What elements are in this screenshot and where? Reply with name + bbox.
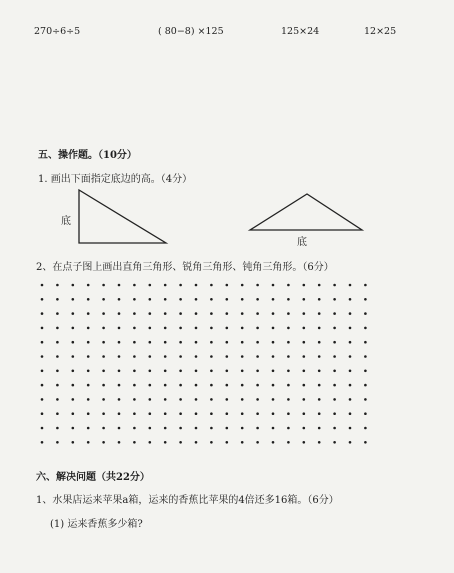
grid-dot[interactable] xyxy=(87,341,90,344)
section-5-question-1: 1. 画出下面指定底边的高。（4分） xyxy=(38,174,193,185)
grid-dot[interactable] xyxy=(72,384,75,387)
grid-dot[interactable] xyxy=(149,412,152,415)
grid-dot[interactable] xyxy=(149,370,152,373)
grid-dot[interactable] xyxy=(210,284,213,287)
grid-dot[interactable] xyxy=(241,327,244,330)
obtuse-triangle xyxy=(250,194,362,230)
base-label-right: 底 xyxy=(297,237,307,248)
grid-dot[interactable] xyxy=(241,441,244,444)
grid-dot[interactable] xyxy=(87,312,90,315)
grid-dot[interactable] xyxy=(41,427,44,430)
grid-dot[interactable] xyxy=(102,284,105,287)
grid-dot[interactable] xyxy=(272,284,275,287)
grid-dot[interactable] xyxy=(133,341,136,344)
grid-dot[interactable] xyxy=(118,384,121,387)
grid-dot[interactable] xyxy=(287,370,290,373)
grid-dot[interactable] xyxy=(56,384,59,387)
grid-dot[interactable] xyxy=(118,312,121,315)
grid-dot[interactable] xyxy=(241,398,244,401)
grid-dot[interactable] xyxy=(272,298,275,301)
grid-dot[interactable] xyxy=(303,312,306,315)
grid-dot[interactable] xyxy=(72,441,75,444)
grid-dot[interactable] xyxy=(102,355,105,358)
grid-dot[interactable] xyxy=(241,341,244,344)
grid-dot[interactable] xyxy=(210,370,213,373)
grid-dot[interactable] xyxy=(303,341,306,344)
grid-dot[interactable] xyxy=(164,427,167,430)
grid-dot[interactable] xyxy=(149,427,152,430)
grid-dot[interactable] xyxy=(133,427,136,430)
grid-dot[interactable] xyxy=(149,298,152,301)
grid-dot[interactable] xyxy=(133,298,136,301)
grid-dot[interactable] xyxy=(87,384,90,387)
grid-dot[interactable] xyxy=(349,341,352,344)
grid-dot[interactable] xyxy=(149,398,152,401)
grid-dot[interactable] xyxy=(226,370,229,373)
grid-dot[interactable] xyxy=(318,384,321,387)
grid-dot[interactable] xyxy=(164,441,167,444)
grid-dot[interactable] xyxy=(118,284,121,287)
grid-dot[interactable] xyxy=(256,298,259,301)
grid-dot[interactable] xyxy=(303,327,306,330)
grid-dot[interactable] xyxy=(256,427,259,430)
grid-dot[interactable] xyxy=(179,284,182,287)
grid-dot[interactable] xyxy=(87,412,90,415)
grid-dot[interactable] xyxy=(333,327,336,330)
grid-dot[interactable] xyxy=(287,355,290,358)
grid-dot[interactable] xyxy=(133,412,136,415)
grid-dot[interactable] xyxy=(41,384,44,387)
grid-dot[interactable] xyxy=(102,312,105,315)
grid-dot[interactable] xyxy=(272,341,275,344)
grid-dot[interactable] xyxy=(364,412,367,415)
grid-dot[interactable] xyxy=(241,284,244,287)
grid-dot[interactable] xyxy=(272,384,275,387)
grid-dot[interactable] xyxy=(118,412,121,415)
grid-dot[interactable] xyxy=(349,298,352,301)
grid-dot[interactable] xyxy=(364,284,367,287)
grid-dot[interactable] xyxy=(56,412,59,415)
grid-dot[interactable] xyxy=(118,427,121,430)
grid-dot[interactable] xyxy=(303,370,306,373)
grid-dot[interactable] xyxy=(41,284,44,287)
grid-dot[interactable] xyxy=(333,312,336,315)
grid-dot[interactable] xyxy=(333,298,336,301)
grid-dot[interactable] xyxy=(87,370,90,373)
grid-dot[interactable] xyxy=(164,298,167,301)
grid-dot[interactable] xyxy=(56,355,59,358)
grid-dot[interactable] xyxy=(41,341,44,344)
grid-dot[interactable] xyxy=(272,370,275,373)
grid-dot[interactable] xyxy=(349,312,352,315)
grid-dot[interactable] xyxy=(102,398,105,401)
grid-dot[interactable] xyxy=(318,441,321,444)
grid-dot[interactable] xyxy=(349,412,352,415)
grid-dot[interactable] xyxy=(241,355,244,358)
grid-dot[interactable] xyxy=(318,412,321,415)
grid-dot[interactable] xyxy=(226,284,229,287)
grid-dot[interactable] xyxy=(226,441,229,444)
grid-dot[interactable] xyxy=(226,341,229,344)
grid-dot[interactable] xyxy=(287,398,290,401)
grid-dot[interactable] xyxy=(118,398,121,401)
grid-dot[interactable] xyxy=(149,384,152,387)
grid-dot[interactable] xyxy=(210,441,213,444)
grid-dot[interactable] xyxy=(133,384,136,387)
grid-dot[interactable] xyxy=(333,427,336,430)
grid-dot[interactable] xyxy=(149,312,152,315)
grid-dot[interactable] xyxy=(241,384,244,387)
grid-dot[interactable] xyxy=(179,370,182,373)
grid-dot[interactable] xyxy=(303,384,306,387)
grid-dot[interactable] xyxy=(256,398,259,401)
grid-dot[interactable] xyxy=(256,370,259,373)
section-6-heading: 六、解决问题（共22分） xyxy=(36,472,150,483)
grid-dot[interactable] xyxy=(133,355,136,358)
grid-dot[interactable] xyxy=(72,370,75,373)
grid-dot[interactable] xyxy=(195,327,198,330)
grid-dot[interactable] xyxy=(364,327,367,330)
calc-expression-1: 270÷6÷5 xyxy=(34,26,81,37)
grid-dot[interactable] xyxy=(133,327,136,330)
grid-dot[interactable] xyxy=(364,427,367,430)
grid-dot[interactable] xyxy=(118,327,121,330)
grid-dot[interactable] xyxy=(41,370,44,373)
section-5-heading: 五、操作题。（10分） xyxy=(38,150,137,161)
grid-dot[interactable] xyxy=(195,384,198,387)
grid-dot[interactable] xyxy=(349,327,352,330)
grid-dot[interactable] xyxy=(118,298,121,301)
grid-dot[interactable] xyxy=(318,341,321,344)
grid-dot[interactable] xyxy=(149,284,152,287)
grid-dot[interactable] xyxy=(303,427,306,430)
grid-dot[interactable] xyxy=(364,398,367,401)
grid-dot[interactable] xyxy=(72,398,75,401)
grid-dot[interactable] xyxy=(333,370,336,373)
grid-dot[interactable] xyxy=(256,284,259,287)
grid-dot[interactable] xyxy=(164,370,167,373)
grid-dot[interactable] xyxy=(333,384,336,387)
grid-dot[interactable] xyxy=(272,327,275,330)
grid-dot[interactable] xyxy=(87,398,90,401)
grid-dot[interactable] xyxy=(164,398,167,401)
grid-dot[interactable] xyxy=(56,298,59,301)
grid-dot[interactable] xyxy=(241,412,244,415)
grid-dot[interactable] xyxy=(195,427,198,430)
grid-dot[interactable] xyxy=(303,398,306,401)
grid-dot[interactable] xyxy=(102,441,105,444)
grid-dot[interactable] xyxy=(226,427,229,430)
grid-dot[interactable] xyxy=(272,312,275,315)
grid-dot[interactable] xyxy=(287,312,290,315)
grid-dot[interactable] xyxy=(149,327,152,330)
grid-dot[interactable] xyxy=(179,341,182,344)
grid-dot[interactable] xyxy=(303,284,306,287)
grid-dot[interactable] xyxy=(164,284,167,287)
grid-dot[interactable] xyxy=(226,384,229,387)
grid-dot[interactable] xyxy=(164,355,167,358)
grid-dot[interactable] xyxy=(210,427,213,430)
grid-dot[interactable] xyxy=(179,327,182,330)
grid-dot[interactable] xyxy=(364,355,367,358)
grid-dot[interactable] xyxy=(364,298,367,301)
grid-dot[interactable] xyxy=(318,284,321,287)
calc-expression-4: 12×25 xyxy=(364,26,397,37)
grid-dot[interactable] xyxy=(118,370,121,373)
grid-dot[interactable] xyxy=(164,412,167,415)
grid-dot[interactable] xyxy=(133,398,136,401)
grid-dot[interactable] xyxy=(349,370,352,373)
grid-dot[interactable] xyxy=(118,341,121,344)
grid-dot[interactable] xyxy=(210,327,213,330)
grid-dot[interactable] xyxy=(303,355,306,358)
grid-dot[interactable] xyxy=(349,384,352,387)
grid-dot[interactable] xyxy=(164,312,167,315)
grid-dot[interactable] xyxy=(195,370,198,373)
grid-dot[interactable] xyxy=(210,312,213,315)
grid-dot[interactable] xyxy=(272,441,275,444)
grid-dot[interactable] xyxy=(364,384,367,387)
grid-dot[interactable] xyxy=(72,341,75,344)
grid-dot[interactable] xyxy=(102,298,105,301)
grid-dot[interactable] xyxy=(318,427,321,430)
base-label-left: 底 xyxy=(61,216,71,227)
grid-dot[interactable] xyxy=(41,355,44,358)
grid-dot[interactable] xyxy=(102,412,105,415)
grid-dot[interactable] xyxy=(241,312,244,315)
section-6-question-1: 1、水果店运来苹果a箱，运来的香蕉比苹果的4倍还多16箱。（6分） xyxy=(36,495,339,506)
grid-dot[interactable] xyxy=(318,355,321,358)
grid-dot[interactable] xyxy=(287,441,290,444)
calc-expression-2: ( 80−8) ×125 xyxy=(158,26,224,37)
grid-dot[interactable] xyxy=(272,355,275,358)
grid-dot[interactable] xyxy=(72,355,75,358)
grid-dot[interactable] xyxy=(333,441,336,444)
grid-dot[interactable] xyxy=(56,427,59,430)
grid-dot[interactable] xyxy=(287,384,290,387)
grid-dot[interactable] xyxy=(272,398,275,401)
grid-dot[interactable] xyxy=(102,427,105,430)
grid-dot[interactable] xyxy=(87,284,90,287)
grid-dot[interactable] xyxy=(349,284,352,287)
grid-dot[interactable] xyxy=(41,398,44,401)
grid-dot[interactable] xyxy=(149,441,152,444)
grid-dot[interactable] xyxy=(72,427,75,430)
grid-dot[interactable] xyxy=(256,441,259,444)
grid-dot[interactable] xyxy=(333,341,336,344)
grid-dot[interactable] xyxy=(179,384,182,387)
grid-dot[interactable] xyxy=(318,298,321,301)
grid-dot[interactable] xyxy=(72,327,75,330)
grid-dot[interactable] xyxy=(226,327,229,330)
grid-dot[interactable] xyxy=(226,312,229,315)
section-6-question-1-part-1: (1) 运来香蕉多少箱? xyxy=(50,519,143,530)
grid-dot[interactable] xyxy=(41,327,44,330)
grid-dot[interactable] xyxy=(349,441,352,444)
grid-dot[interactable] xyxy=(287,341,290,344)
grid-dot[interactable] xyxy=(195,398,198,401)
grid-dot[interactable] xyxy=(349,355,352,358)
grid-dot[interactable] xyxy=(41,441,44,444)
grid-dot[interactable] xyxy=(210,384,213,387)
grid-dot[interactable] xyxy=(241,370,244,373)
right-triangle xyxy=(79,190,166,243)
grid-dot[interactable] xyxy=(72,298,75,301)
grid-dot[interactable] xyxy=(364,441,367,444)
grid-dot[interactable] xyxy=(87,355,90,358)
grid-dot[interactable] xyxy=(226,355,229,358)
grid-dot[interactable] xyxy=(287,412,290,415)
grid-dot[interactable] xyxy=(118,355,121,358)
grid-dot[interactable] xyxy=(318,312,321,315)
grid-dot[interactable] xyxy=(303,412,306,415)
grid-dot[interactable] xyxy=(364,370,367,373)
grid-dot[interactable] xyxy=(226,412,229,415)
grid-dot[interactable] xyxy=(179,412,182,415)
grid-dot[interactable] xyxy=(133,441,136,444)
grid-dot[interactable] xyxy=(41,298,44,301)
grid-dot[interactable] xyxy=(349,398,352,401)
grid-dot[interactable] xyxy=(287,284,290,287)
grid-dot[interactable] xyxy=(56,370,59,373)
grid-dot[interactable] xyxy=(164,327,167,330)
grid-dot[interactable] xyxy=(287,298,290,301)
grid-dot[interactable] xyxy=(102,370,105,373)
grid-dot[interactable] xyxy=(164,341,167,344)
grid-dot[interactable] xyxy=(87,427,90,430)
grid-dot[interactable] xyxy=(72,284,75,287)
grid-dot[interactable] xyxy=(333,355,336,358)
grid-dot[interactable] xyxy=(102,327,105,330)
grid-dot[interactable] xyxy=(272,427,275,430)
grid-dot[interactable] xyxy=(87,327,90,330)
grid-dot[interactable] xyxy=(87,441,90,444)
grid-dot[interactable] xyxy=(56,398,59,401)
grid-dot[interactable] xyxy=(118,441,121,444)
grid-dot[interactable] xyxy=(226,298,229,301)
grid-dot[interactable] xyxy=(210,355,213,358)
grid-dot[interactable] xyxy=(72,312,75,315)
grid-dot[interactable] xyxy=(303,298,306,301)
grid-dot[interactable] xyxy=(149,341,152,344)
grid-dot[interactable] xyxy=(133,370,136,373)
grid-dot[interactable] xyxy=(179,355,182,358)
grid-dot[interactable] xyxy=(195,284,198,287)
grid-dot[interactable] xyxy=(210,298,213,301)
grid-dot[interactable] xyxy=(256,312,259,315)
grid-dot[interactable] xyxy=(195,441,198,444)
grid-dot[interactable] xyxy=(56,441,59,444)
grid-dot[interactable] xyxy=(287,427,290,430)
grid-dot[interactable] xyxy=(333,412,336,415)
grid-dot[interactable] xyxy=(256,384,259,387)
grid-dot[interactable] xyxy=(210,412,213,415)
grid-dot[interactable] xyxy=(133,284,136,287)
grid-dot[interactable] xyxy=(364,341,367,344)
grid-dot[interactable] xyxy=(56,312,59,315)
grid-dot[interactable] xyxy=(195,341,198,344)
grid-dot[interactable] xyxy=(102,341,105,344)
grid-dot[interactable] xyxy=(256,341,259,344)
grid-dot[interactable] xyxy=(364,312,367,315)
grid-dot[interactable] xyxy=(41,312,44,315)
grid-dot[interactable] xyxy=(102,384,105,387)
grid-dot[interactable] xyxy=(226,398,229,401)
grid-dot[interactable] xyxy=(149,355,152,358)
grid-dot[interactable] xyxy=(333,398,336,401)
grid-dot[interactable] xyxy=(210,398,213,401)
grid-dot[interactable] xyxy=(318,398,321,401)
section-5-question-2: 2、在点子图上画出直角三角形、锐角三角形、钝角三角形。（6分） xyxy=(36,262,334,273)
grid-dot[interactable] xyxy=(72,412,75,415)
grid-dot[interactable] xyxy=(195,412,198,415)
grid-dot[interactable] xyxy=(241,427,244,430)
grid-dot[interactable] xyxy=(56,327,59,330)
grid-dot[interactable] xyxy=(195,355,198,358)
calc-expression-3: 125×24 xyxy=(281,26,320,37)
grid-dot[interactable] xyxy=(333,284,336,287)
grid-dot[interactable] xyxy=(195,312,198,315)
grid-dot[interactable] xyxy=(256,327,259,330)
grid-dot[interactable] xyxy=(179,427,182,430)
grid-dot[interactable] xyxy=(41,412,44,415)
grid-dot[interactable] xyxy=(318,327,321,330)
grid-dot[interactable] xyxy=(164,384,167,387)
grid-dot[interactable] xyxy=(303,441,306,444)
grid-dot[interactable] xyxy=(256,412,259,415)
grid-dot[interactable] xyxy=(256,355,259,358)
grid-dot[interactable] xyxy=(272,412,275,415)
grid-dot[interactable] xyxy=(179,441,182,444)
grid-dot[interactable] xyxy=(349,427,352,430)
grid-dot[interactable] xyxy=(179,298,182,301)
grid-dot[interactable] xyxy=(179,312,182,315)
grid-dot[interactable] xyxy=(318,370,321,373)
grid-dot[interactable] xyxy=(87,298,90,301)
grid-dot[interactable] xyxy=(287,327,290,330)
grid-dot[interactable] xyxy=(179,398,182,401)
grid-dot[interactable] xyxy=(195,298,198,301)
grid-dot[interactable] xyxy=(133,312,136,315)
grid-dot[interactable] xyxy=(56,284,59,287)
grid-dot[interactable] xyxy=(210,341,213,344)
grid-dot[interactable] xyxy=(241,298,244,301)
grid-dot[interactable] xyxy=(56,341,59,344)
